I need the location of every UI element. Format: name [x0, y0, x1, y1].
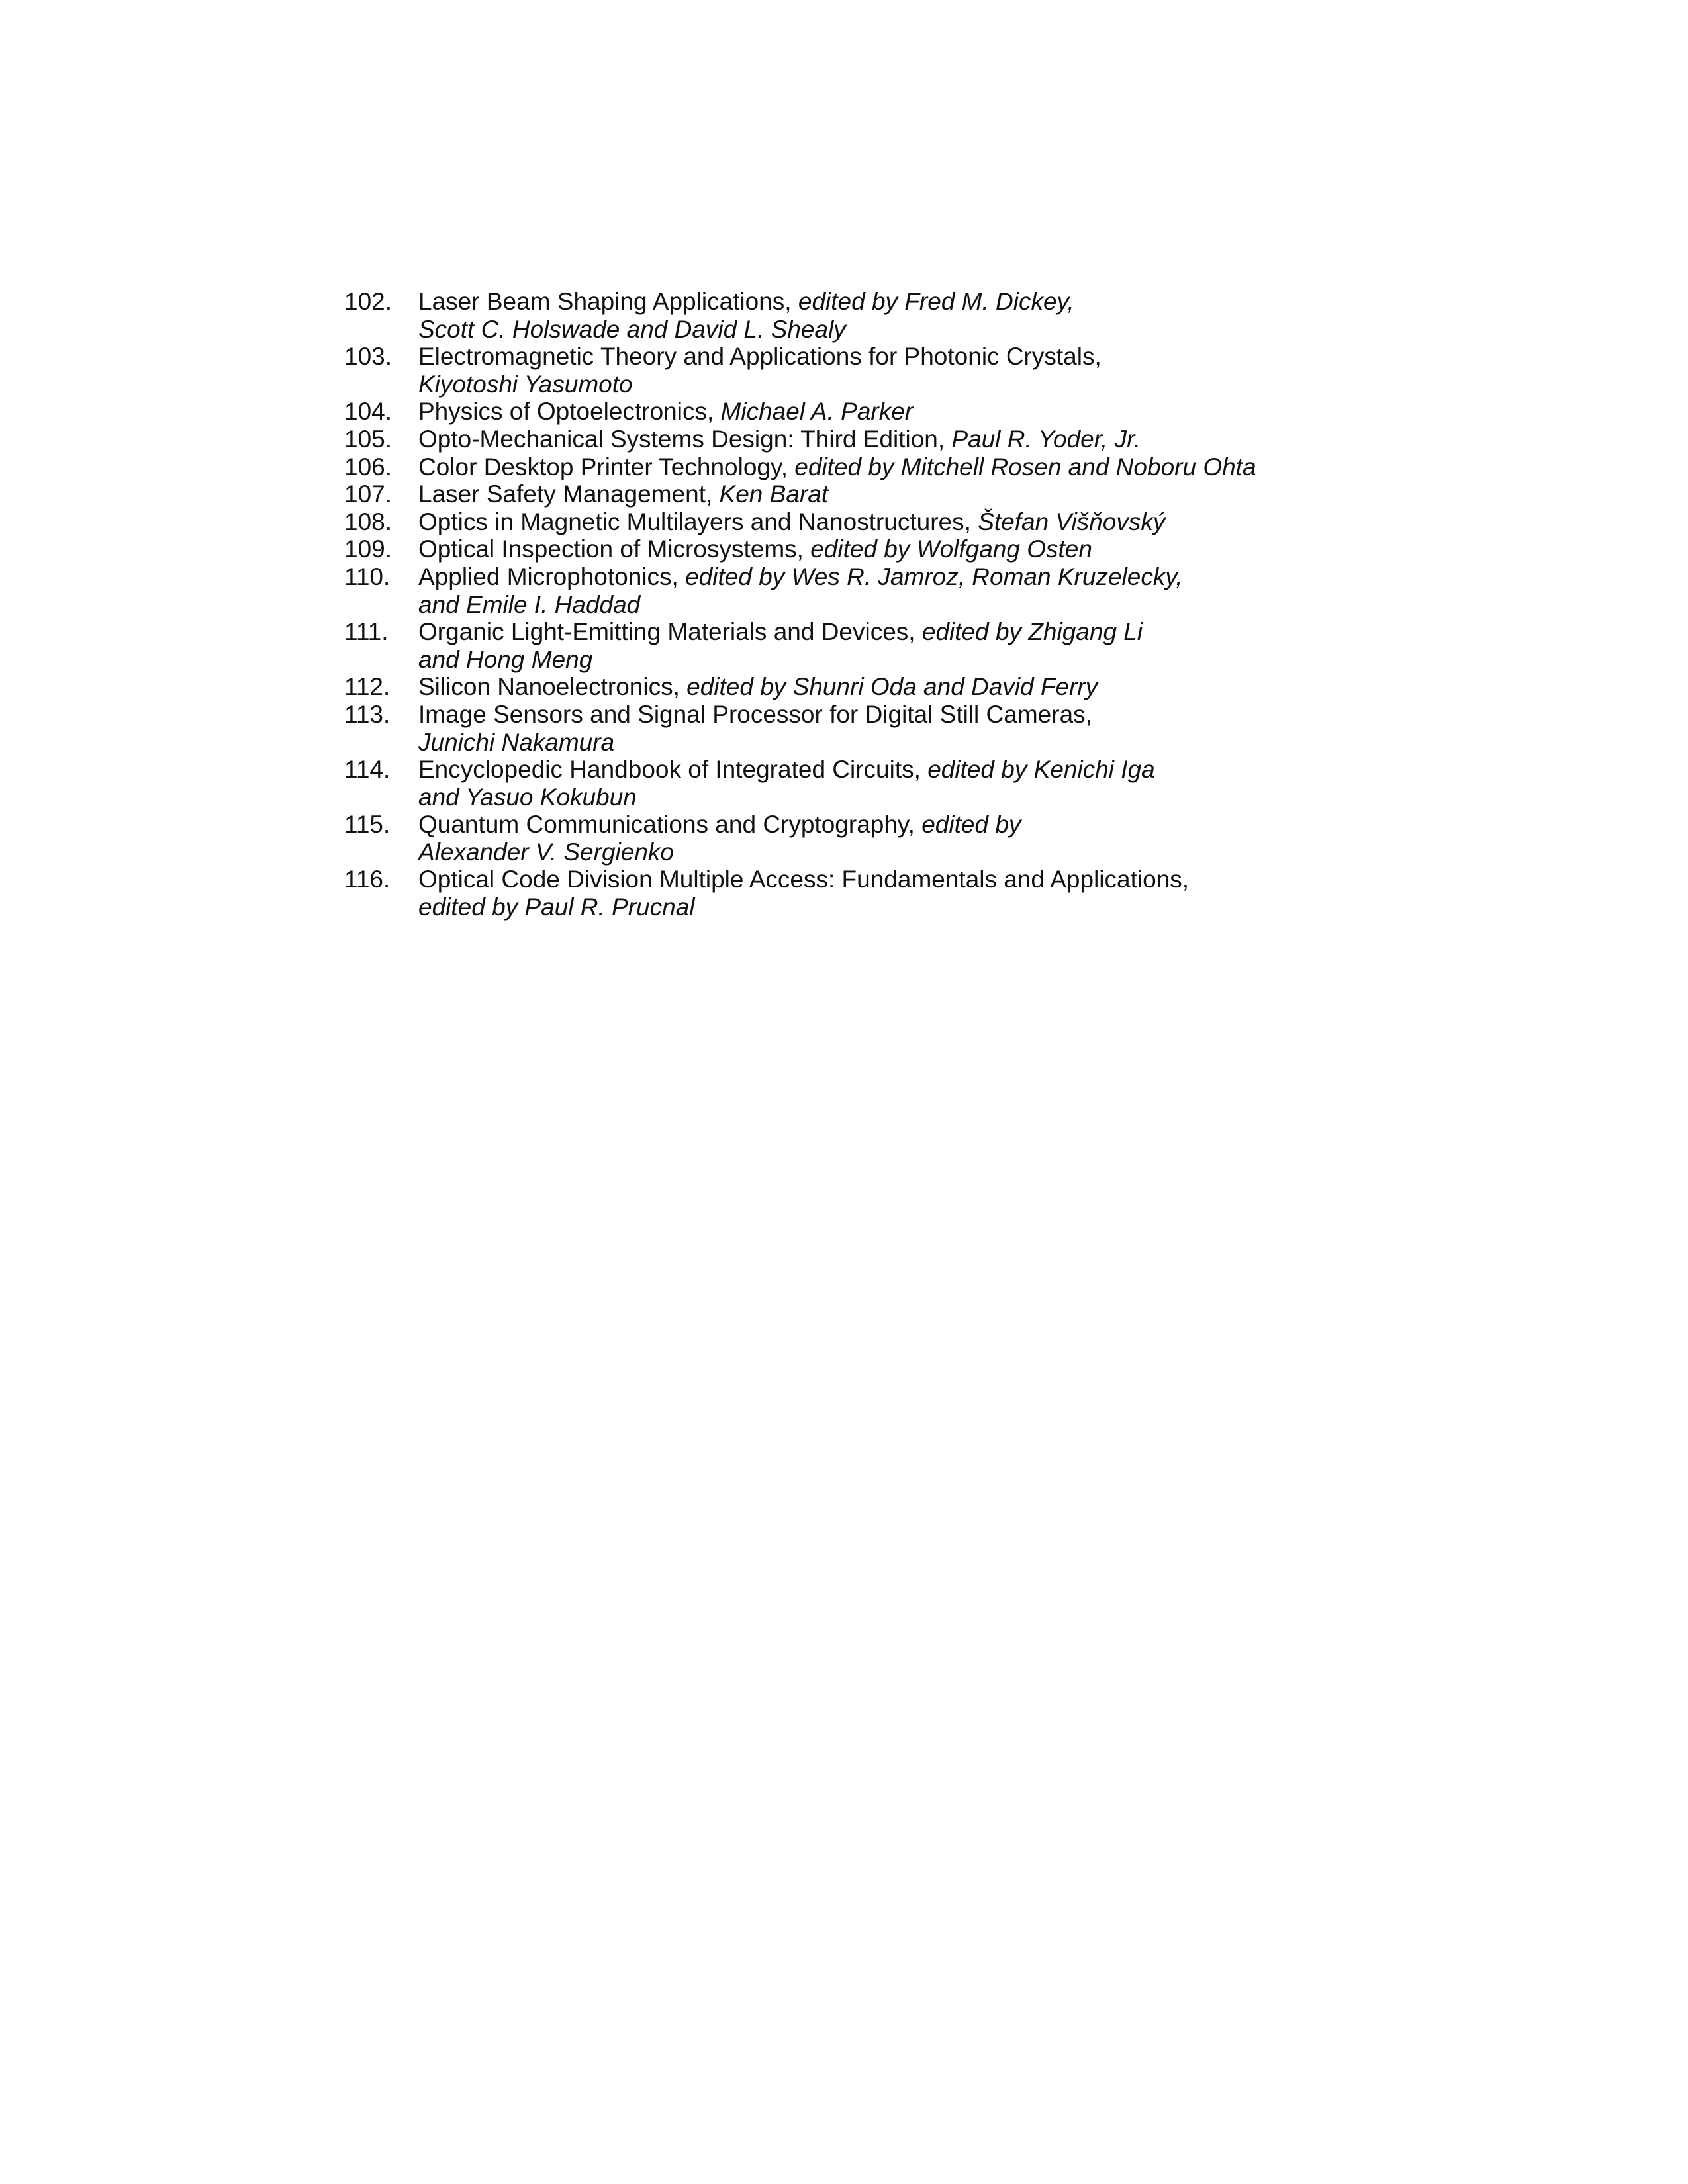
- entry-credit-continued: and Emile I. Haddad: [418, 590, 641, 618]
- list-item: [344, 563, 1403, 618]
- entry-line: [418, 673, 1403, 701]
- entry-number: 106.: [344, 453, 393, 480]
- entry-credit: edited by Fred M. Dickey,: [798, 288, 1074, 315]
- entry-credit-continued: and Yasuo Kokubun: [418, 783, 637, 811]
- entry-number: 103.: [344, 343, 393, 371]
- entry-title: Applied Microphotonics,: [418, 563, 686, 590]
- entry-title: Physics of Optoelectronics,: [418, 398, 721, 426]
- list-item: [344, 508, 1403, 536]
- list-item: [344, 701, 1403, 756]
- entry-text: [418, 866, 1403, 921]
- entry-title: Organic Light-Emitting Materials and Devices,: [418, 618, 922, 646]
- entry-line: [418, 398, 1403, 426]
- entry-line: [418, 701, 1403, 729]
- list-item: [344, 673, 1403, 701]
- entry-text: [418, 563, 1403, 618]
- entry-line-continued: [418, 729, 1403, 756]
- entry-line: [418, 343, 1403, 371]
- entry-number: 112.: [344, 673, 391, 701]
- entry-title: Laser Beam Shaping Applications,: [418, 288, 798, 315]
- entry-line: [418, 480, 1403, 508]
- entry-title: Encyclopedic Handbook of Integrated Circuits,: [418, 756, 928, 784]
- entry-text: [418, 343, 1403, 398]
- entry-credit-continued: Scott C. Holswade and David L. Shealy: [418, 315, 846, 343]
- entry-text: [418, 673, 1403, 701]
- entry-credit-continued: edited by Paul R. Prucnal: [418, 893, 695, 921]
- entry-title: Laser Safety Management,: [418, 480, 720, 508]
- entry-credit: Štefan Višňovský: [978, 508, 1166, 535]
- entry-title: Opto-Mechanical Systems Design: Third Edition,: [418, 425, 952, 453]
- entry-number: 105.: [344, 425, 393, 453]
- entry-line-continued: [418, 893, 1403, 921]
- entry-line: [418, 756, 1403, 784]
- entry-number: 102.: [344, 288, 393, 315]
- entry-credit-continued: Junichi Nakamura: [418, 728, 615, 756]
- entry-line-continued: [418, 371, 1403, 398]
- entry-text: [418, 480, 1403, 508]
- entry-title: Optical Code Division Multiple Access: Fundamentals and Applications,: [418, 866, 1190, 893]
- list-item: [344, 398, 1403, 426]
- entry-text: [418, 811, 1403, 866]
- entry-credit: edited by Mitchell Rosen and Noboru Ohta: [794, 453, 1256, 480]
- entry-number: 113.: [344, 700, 391, 728]
- list-item: [344, 535, 1403, 563]
- entry-text: [418, 756, 1403, 811]
- entry-text: [418, 426, 1403, 453]
- entry-credit-continued: Kiyotoshi Yasumoto: [418, 370, 633, 398]
- entry-line: [418, 618, 1403, 646]
- entry-credit: edited by Zhigang Li: [921, 618, 1143, 646]
- entry-line: [418, 288, 1403, 316]
- entry-text: [418, 535, 1403, 563]
- entry-line-continued: [418, 839, 1403, 866]
- entry-line-continued: [418, 784, 1403, 811]
- entry-credit: Paul R. Yoder, Jr.: [951, 425, 1141, 453]
- list-item: [344, 480, 1403, 508]
- entry-credit: Ken Barat: [719, 480, 829, 508]
- entry-credit: edited by Shunri Oda and David Ferry: [686, 673, 1098, 701]
- entry-line: [418, 508, 1403, 536]
- entry-title: Image Sensors and Signal Processor for Digital Still Cameras,: [418, 700, 1092, 728]
- entry-number: 104.: [344, 398, 393, 426]
- entry-number: 107.: [344, 480, 393, 508]
- entry-number: 115.: [344, 811, 391, 839]
- entry-title: Color Desktop Printer Technology,: [418, 453, 795, 480]
- entry-line: [418, 426, 1403, 453]
- entry-credit: edited by Wes R. Jamroz, Roman Kruzelecky,: [685, 563, 1183, 590]
- entry-number: 111.: [344, 618, 389, 646]
- entry-number: 108.: [344, 508, 393, 535]
- list-item: [344, 453, 1403, 481]
- list-item: [344, 426, 1403, 453]
- list-item: [344, 618, 1403, 673]
- entry-text: [418, 618, 1403, 673]
- entry-line: [418, 453, 1403, 481]
- entry-text: [418, 398, 1403, 426]
- list-item: [344, 866, 1403, 921]
- entry-title: Electromagnetic Theory and Applications for Photonic Crystals,: [418, 343, 1102, 371]
- entry-title: Silicon Nanoelectronics,: [418, 673, 687, 701]
- entry-title: Optics in Magnetic Multilayers and Nanostructures,: [418, 508, 978, 535]
- entry-title: Optical Inspection of Microsystems,: [418, 535, 811, 563]
- entry-credit: Michael A. Parker: [720, 398, 914, 426]
- entry-line: [418, 535, 1403, 563]
- entry-number: 116.: [344, 866, 391, 893]
- entry-text: [418, 288, 1403, 343]
- book-series-list: [344, 288, 1403, 921]
- entry-number: 110.: [344, 563, 391, 590]
- entry-credit-continued: Alexander V. Sergienko: [418, 838, 674, 866]
- entry-line-continued: [418, 316, 1403, 343]
- list-item: [344, 343, 1403, 398]
- entry-text: [418, 508, 1403, 536]
- entry-text: [418, 453, 1403, 481]
- entry-line: [418, 866, 1403, 893]
- entry-number: 109.: [344, 535, 393, 563]
- list-item: [344, 288, 1403, 343]
- entry-line-continued: [418, 591, 1403, 619]
- entry-number: 114.: [344, 756, 391, 784]
- entry-title: Quantum Communications and Cryptography,: [418, 811, 922, 839]
- entry-line: [418, 811, 1403, 839]
- entry-credit: edited by: [921, 811, 1021, 839]
- entry-text: [418, 701, 1403, 756]
- list-item: [344, 811, 1403, 866]
- entry-credit: edited by Wolfgang Osten: [810, 535, 1092, 563]
- entry-credit-continued: and Hong Meng: [418, 645, 593, 673]
- entry-line-continued: [418, 646, 1403, 674]
- list-item: [344, 756, 1403, 811]
- entry-line: [418, 563, 1403, 591]
- entry-credit: edited by Kenichi Iga: [927, 756, 1155, 784]
